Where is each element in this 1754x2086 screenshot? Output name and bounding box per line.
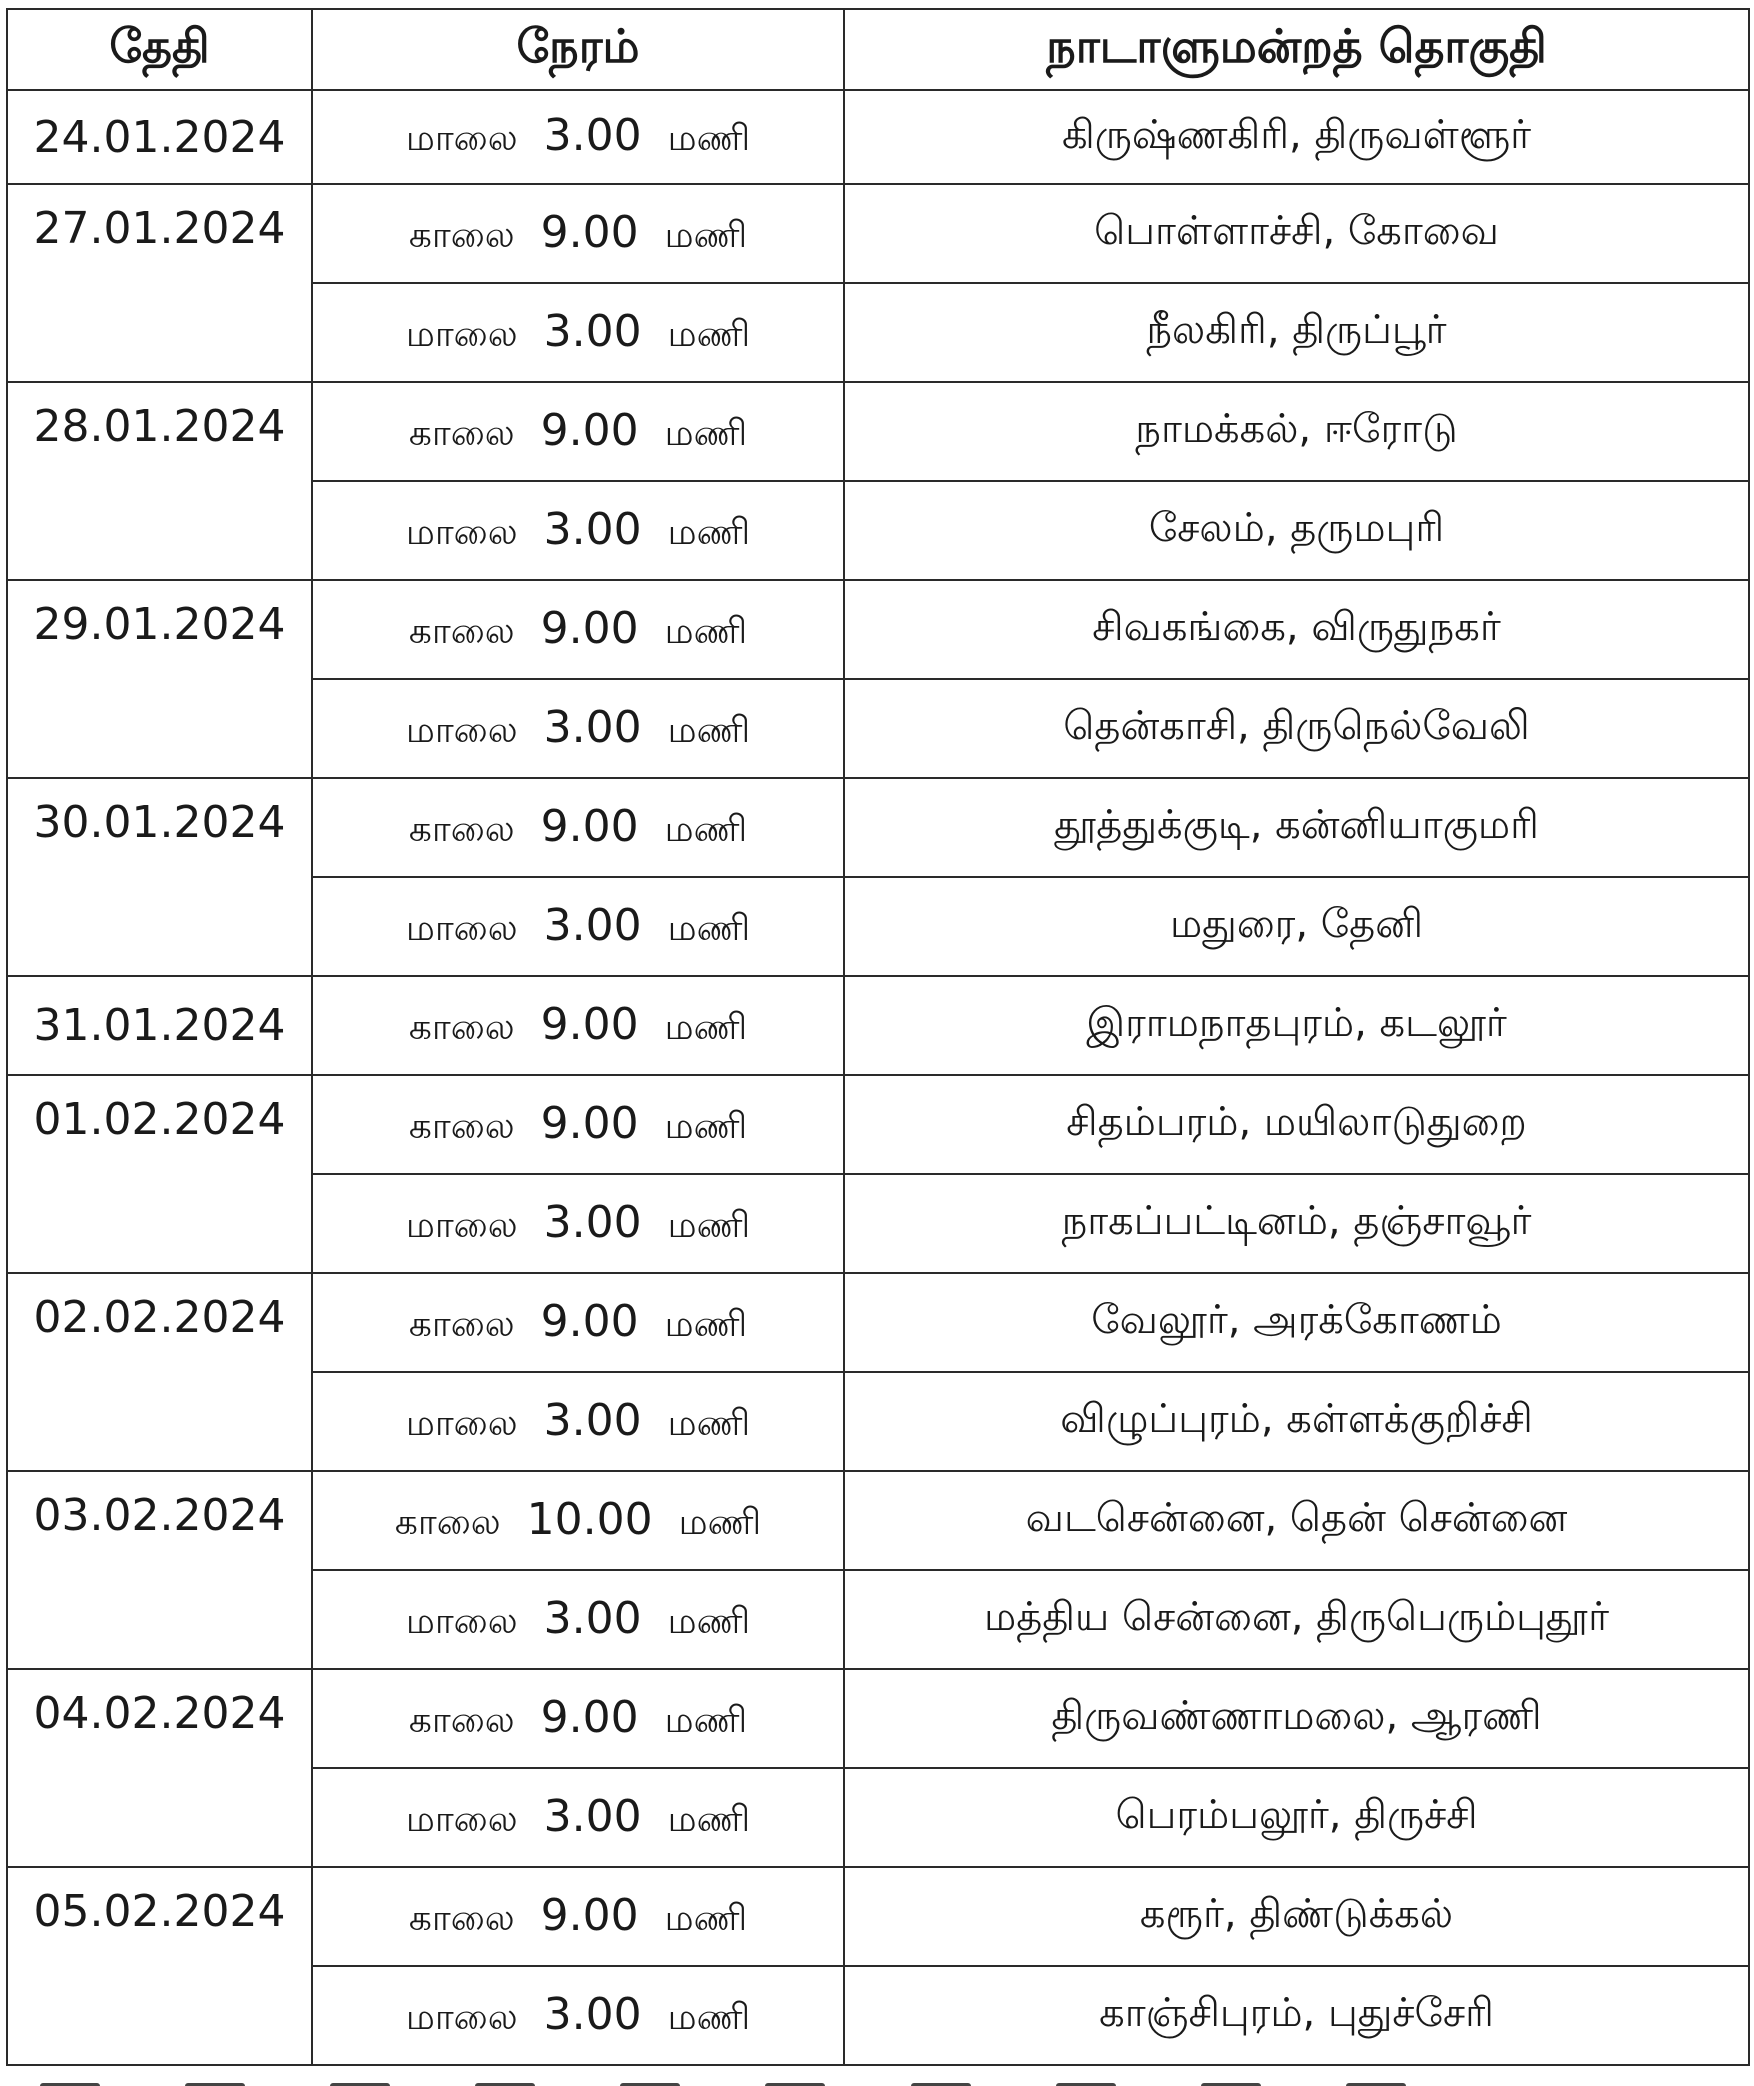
time-cell (312, 580, 844, 679)
time-unit: மணி (664, 610, 748, 652)
schedule-row (7, 778, 1749, 877)
constituency-cell: கரூர், திண்டுக்கல் (844, 1867, 1749, 1966)
date-cell: 29.01.2024 (7, 580, 312, 778)
time-cell (312, 1372, 844, 1471)
schedule-row (7, 1471, 1749, 1570)
time-value: 3.00 (543, 1988, 642, 2040)
header-constituency: நாடாளுமன்றத் தொகுதி (844, 9, 1749, 90)
time-period: காலை (408, 808, 515, 850)
time-unit: மணி (664, 412, 748, 454)
time-cell (312, 778, 844, 877)
time-cell (312, 1669, 844, 1768)
date-cell: 24.01.2024 (7, 90, 312, 184)
time-cell (312, 976, 844, 1075)
date-cell: 05.02.2024 (7, 1867, 312, 2065)
constituency-cell: நாமக்கல், ஈரோடு (844, 382, 1749, 481)
cropped-footer-text (0, 2074, 1754, 2086)
time-period: காலை (408, 1699, 515, 1741)
schedule-row (7, 580, 1749, 679)
constituency-cell: திருவண்ணாமலை, ஆரணி (844, 1669, 1749, 1768)
time-period: மாலை (405, 1204, 518, 1246)
constituency-cell: சிதம்பரம், மயிலாடுதுறை (844, 1075, 1749, 1174)
time-unit: மணி (667, 313, 751, 355)
schedule-row (7, 976, 1749, 1075)
time-unit: மணி (667, 709, 751, 751)
time-unit: மணி (664, 214, 748, 256)
constituency-cell: சிவகங்கை, விருதுநகர் (844, 580, 1749, 679)
table-header (7, 9, 1749, 90)
time-period: மாலை (405, 313, 518, 355)
time-period: காலை (408, 1897, 515, 1939)
schedule-row (7, 1273, 1749, 1372)
time-unit: மணி (667, 1996, 751, 2038)
time-cell (312, 1966, 844, 2065)
time-period: மாலை (405, 1600, 518, 1642)
time-value: 3.00 (543, 899, 642, 951)
time-unit: மணி (667, 118, 751, 159)
time-period: மாலை (405, 709, 518, 751)
constituency-cell: பொள்ளாச்சி, கோவை (844, 184, 1749, 283)
date-cell: 31.01.2024 (7, 976, 312, 1075)
header-date: தேதி (7, 9, 312, 90)
time-period: காலை (408, 610, 515, 652)
date-cell: 01.02.2024 (7, 1075, 312, 1273)
time-period: காலை (408, 1105, 515, 1147)
time-period: மாலை (405, 1798, 518, 1840)
time-unit: மணி (664, 1303, 748, 1345)
time-unit: மணி (664, 808, 748, 850)
time-cell (312, 1075, 844, 1174)
time-cell (312, 283, 844, 382)
time-period: காலை (408, 1006, 515, 1048)
time-value: 10.00 (526, 1493, 653, 1545)
time-value: 3.00 (543, 1394, 642, 1446)
time-period: மாலை (405, 907, 518, 949)
time-period: காலை (394, 1501, 501, 1543)
time-value: 9.00 (540, 206, 639, 258)
date-cell: 30.01.2024 (7, 778, 312, 976)
time-cell (312, 90, 844, 184)
date-cell: 02.02.2024 (7, 1273, 312, 1471)
time-value: 9.00 (540, 998, 639, 1050)
constituency-cell: இராமநாதபுரம், கடலூர் (844, 976, 1749, 1075)
constituency-cell: வேலூர், அரக்கோணம் (844, 1273, 1749, 1372)
time-period: மாலை (405, 1996, 518, 2038)
time-cell (312, 1867, 844, 1966)
date-cell: 04.02.2024 (7, 1669, 312, 1867)
time-unit: மணி (664, 1897, 748, 1939)
time-value: 3.00 (543, 305, 642, 357)
time-value: 3.00 (543, 503, 642, 555)
constituency-cell: கிருஷ்ணகிரி, திருவள்ளூர் (844, 90, 1749, 184)
time-period: காலை (408, 1303, 515, 1345)
constituency-cell: தென்காசி, திருநெல்வேலி (844, 679, 1749, 778)
table-body (7, 90, 1749, 2065)
time-unit: மணி (667, 1402, 751, 1444)
time-unit: மணி (667, 1204, 751, 1246)
constituency-cell: நீலகிரி, திருப்பூர் (844, 283, 1749, 382)
time-period: மாலை (405, 118, 518, 159)
time-cell (312, 679, 844, 778)
time-value: 9.00 (540, 1097, 639, 1149)
constituency-cell: பெரம்பலூர், திருச்சி (844, 1768, 1749, 1867)
time-value: 3.00 (543, 1592, 642, 1644)
time-cell (312, 1570, 844, 1669)
header-time: நேரம் (312, 9, 844, 90)
time-value: 3.00 (543, 110, 642, 161)
schedule-row (7, 1867, 1749, 1966)
time-value: 9.00 (540, 1295, 639, 1347)
constituency-cell: காஞ்சிபுரம், புதுச்சேரி (844, 1966, 1749, 2065)
time-unit: மணி (664, 1105, 748, 1147)
schedule-row (7, 382, 1749, 481)
time-unit: மணி (667, 1600, 751, 1642)
constituency-cell: வடசென்னை, தென் சென்னை (844, 1471, 1749, 1570)
time-period: மாலை (405, 511, 518, 553)
time-unit: மணி (667, 511, 751, 553)
constituency-cell: நாகப்பட்டினம், தஞ்சாவூர் (844, 1174, 1749, 1273)
constituency-cell: மதுரை, தேனி (844, 877, 1749, 976)
time-period: காலை (408, 412, 515, 454)
time-value: 3.00 (543, 701, 642, 753)
time-cell (312, 1273, 844, 1372)
time-cell (312, 184, 844, 283)
time-value: 3.00 (543, 1790, 642, 1842)
time-unit: மணி (664, 1006, 748, 1048)
constituency-cell: சேலம், தருமபுரி (844, 481, 1749, 580)
time-value: 9.00 (540, 1889, 639, 1941)
time-cell (312, 877, 844, 976)
schedule-row (7, 90, 1749, 184)
time-cell (312, 382, 844, 481)
time-value: 9.00 (540, 602, 639, 654)
date-cell: 27.01.2024 (7, 184, 312, 382)
constituency-cell: மத்திய சென்னை, திருபெரும்புதூர் (844, 1570, 1749, 1669)
time-value: 9.00 (540, 404, 639, 456)
time-period: காலை (408, 214, 515, 256)
time-cell (312, 1471, 844, 1570)
time-cell (312, 1174, 844, 1273)
constituency-cell: விழுப்புரம், கள்ளக்குறிச்சி (844, 1372, 1749, 1471)
schedule-row (7, 184, 1749, 283)
header-row (7, 9, 1749, 90)
time-cell (312, 481, 844, 580)
time-unit: மணி (664, 1699, 748, 1741)
time-unit: மணி (667, 1798, 751, 1840)
time-period: மாலை (405, 1402, 518, 1444)
date-cell: 28.01.2024 (7, 382, 312, 580)
time-unit: மணி (678, 1501, 762, 1543)
schedule-row (7, 1075, 1749, 1174)
time-cell (312, 1768, 844, 1867)
constituency-cell: தூத்துக்குடி, கன்னியாகுமரி (844, 778, 1749, 877)
time-value: 3.00 (543, 1196, 642, 1248)
time-value: 9.00 (540, 1691, 639, 1743)
time-value: 9.00 (540, 800, 639, 852)
time-unit: மணி (667, 907, 751, 949)
schedule-row (7, 1669, 1749, 1768)
date-cell: 03.02.2024 (7, 1471, 312, 1669)
schedule-table (6, 8, 1750, 2066)
